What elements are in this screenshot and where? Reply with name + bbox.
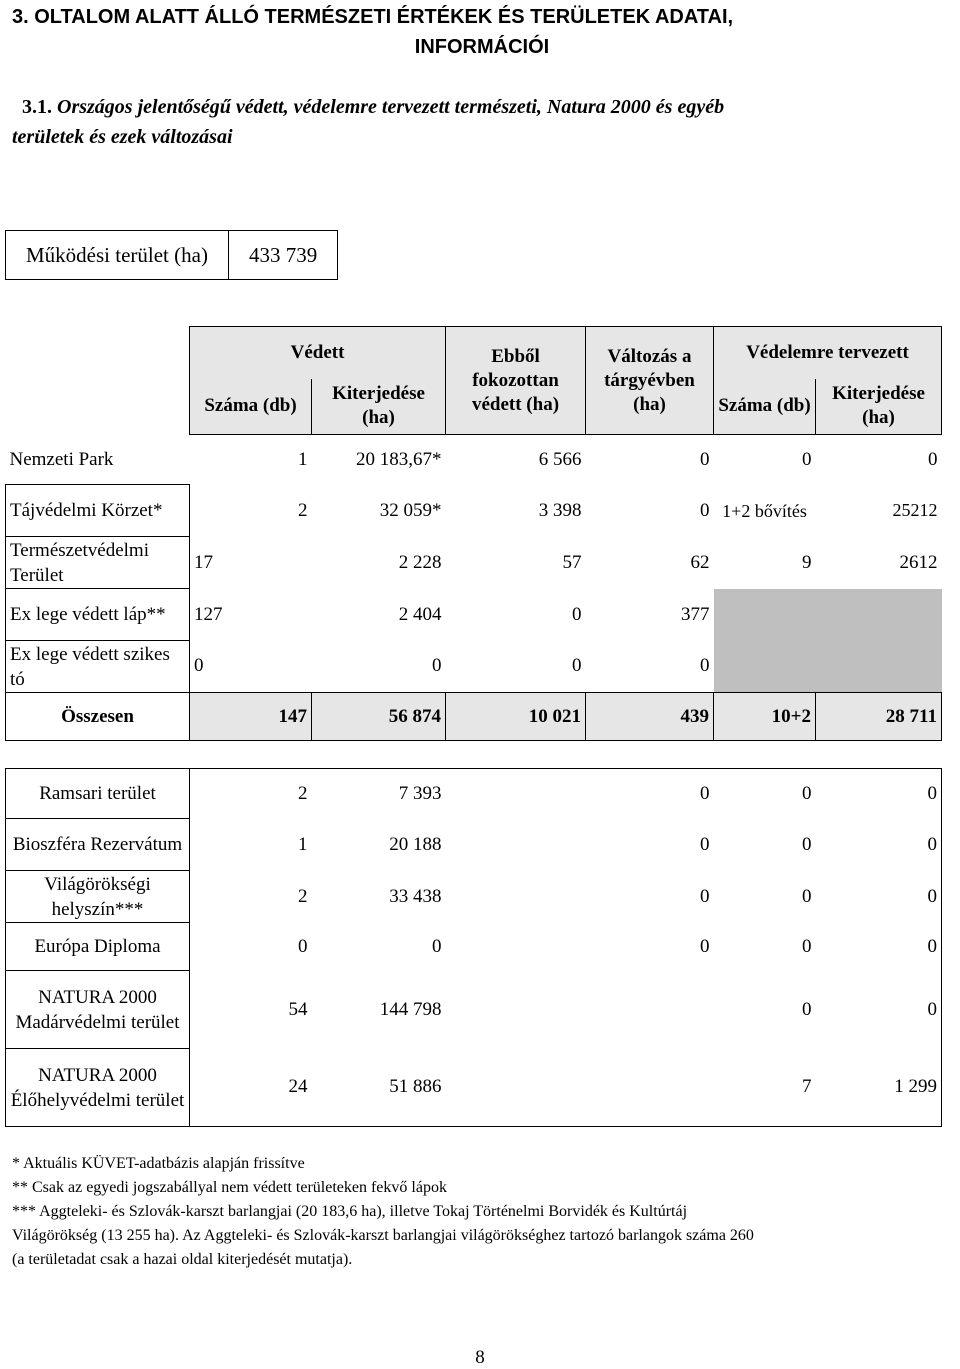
footnote-3-line2: Világörökség (13 255 ha). Az Aggteleki- és Szlovák-karszt barlangjai világörökséghez tartozó barlangok száma 260 bbox=[12, 1227, 754, 1244]
cell-empty bbox=[446, 819, 586, 871]
cell-c1: 54 bbox=[288, 998, 308, 1020]
total-label: Összesen bbox=[6, 693, 190, 741]
total-valtozas: 439 bbox=[586, 693, 714, 741]
row-label: Nemzeti Park bbox=[9, 448, 114, 470]
table-row bbox=[6, 971, 942, 1049]
total-szama: 147 bbox=[190, 693, 312, 741]
cell-c1: 1 bbox=[298, 833, 308, 855]
total-kiterjedese: 56 874 bbox=[312, 693, 446, 741]
cell-c1: 0 bbox=[298, 935, 308, 957]
cell-c5: 0 bbox=[927, 833, 937, 855]
header-kiterjedese-tervezett: Kiterjedése (ha) bbox=[816, 379, 942, 435]
cell-c5: 0 bbox=[927, 998, 937, 1020]
protected-areas-table bbox=[5, 326, 942, 741]
header-empty bbox=[6, 327, 190, 435]
header-vedett: Védett bbox=[190, 327, 446, 379]
cell-valtozas: 0 bbox=[700, 655, 710, 677]
section-heading-line2: INFORMÁCIÓI bbox=[414, 36, 550, 58]
section-heading-line1: 3. OLTALOM ALATT ÁLLÓ TERMÉSZETI ÉRTÉKEK ÉS TERÜLETEK ADATAI, bbox=[12, 6, 734, 28]
row-label: Tájvédelmi Körzet* bbox=[6, 485, 190, 537]
cell-c5: 0 bbox=[927, 885, 937, 907]
header-ebbol: Ebből fokozottan védett (ha) bbox=[446, 327, 586, 435]
table-row bbox=[6, 923, 942, 971]
cell-kiterjedese: 20 183,67* bbox=[356, 448, 442, 470]
cell-c4: 0 bbox=[802, 833, 812, 855]
cell-c4: 0 bbox=[802, 782, 812, 804]
operating-area-label: Működési terület (ha) bbox=[6, 231, 229, 280]
header-kiterjedese: Kiterjedése (ha) bbox=[312, 379, 446, 435]
row-label: NATURA 2000 Élőhelyvédelmi terület bbox=[6, 1049, 190, 1127]
row-label: Ex lege védett szikes tó bbox=[6, 641, 190, 693]
cell-tervezett-kiterjedese: 0 bbox=[928, 448, 938, 470]
cell-kiterjedese: 2 228 bbox=[398, 551, 442, 573]
cell-tervezett-kiterjedese: 25212 bbox=[892, 500, 938, 520]
row-label: Természetvédelmi Terület bbox=[6, 537, 190, 589]
cell-valtozas: 377 bbox=[681, 603, 710, 625]
cell-valtozas: 0 bbox=[700, 448, 710, 470]
footnote-1: * Aktuális KÜVET-adatbázis alapján frissítve bbox=[12, 1155, 305, 1172]
cell-ebbol: 0 bbox=[572, 603, 582, 625]
table-row bbox=[6, 589, 942, 641]
cell-c5: 0 bbox=[927, 782, 937, 804]
cell-c3 bbox=[586, 971, 714, 1049]
header-szama: Száma (db) bbox=[190, 379, 312, 435]
footnote-3-line3: (a területadat csak a hazai oldal kiterjedését mutatja). bbox=[12, 1251, 353, 1268]
table-row bbox=[6, 1049, 942, 1127]
cell-c4: 0 bbox=[802, 885, 812, 907]
row-label: Ex lege védett láp** bbox=[6, 589, 190, 641]
cell-c4: 0 bbox=[802, 935, 812, 957]
cell-c3: 0 bbox=[700, 935, 710, 957]
cell-tervezett-kiterjedese-na bbox=[816, 641, 942, 693]
row-label: Világörökségi helyszín*** bbox=[6, 871, 190, 923]
subsection-heading bbox=[12, 92, 952, 152]
cell-ebbol: 6 566 bbox=[538, 448, 582, 470]
cell-empty bbox=[446, 871, 586, 923]
cell-empty bbox=[446, 1049, 586, 1127]
cell-kiterjedese: 2 404 bbox=[398, 603, 442, 625]
footnotes bbox=[12, 1152, 958, 1272]
cell-tervezett-szama: 1+2 bővítés bbox=[722, 500, 807, 521]
cell-c3: 0 bbox=[700, 782, 710, 804]
header-szama-tervezett: Száma (db) bbox=[714, 379, 816, 435]
table-row bbox=[6, 435, 942, 485]
table-row bbox=[6, 537, 942, 589]
cell-c2: 7 393 bbox=[398, 782, 442, 804]
cell-c2: 33 438 bbox=[389, 885, 442, 907]
cell-tervezett-szama: 0 bbox=[802, 448, 812, 470]
cell-tervezett-szama-na bbox=[714, 641, 816, 693]
cell-kiterjedese: 32 059* bbox=[379, 499, 442, 521]
cell-c1: 2 bbox=[298, 782, 308, 804]
cell-szama: 2 bbox=[298, 499, 308, 521]
cell-ebbol: 3 398 bbox=[538, 499, 582, 521]
cell-empty bbox=[446, 769, 586, 819]
table-row bbox=[6, 819, 942, 871]
cell-tervezett-szama-na bbox=[714, 589, 816, 641]
footnote-3-line1: *** Aggteleki- és Szlovák-karszt barlangjai (20 183,6 ha), illetve Tokaj Történelmi Borvidék és Kultúrtáj bbox=[12, 1203, 688, 1220]
cell-c5: 1 299 bbox=[894, 1076, 937, 1098]
row-label: Ramsari terület bbox=[6, 769, 190, 819]
table-row bbox=[6, 871, 942, 923]
cell-valtozas: 62 bbox=[690, 551, 710, 573]
cell-c3 bbox=[586, 1049, 714, 1127]
cell-c4: 0 bbox=[802, 998, 812, 1020]
operating-area-table bbox=[5, 230, 338, 280]
operating-area-value: 433 739 bbox=[228, 231, 337, 280]
total-ebbol: 10 021 bbox=[446, 693, 586, 741]
table-row bbox=[6, 641, 942, 693]
section-heading bbox=[12, 2, 952, 62]
row-label: Európa Diploma bbox=[6, 923, 190, 971]
cell-ebbol: 0 bbox=[572, 655, 582, 677]
cell-kiterjedese: 0 bbox=[432, 655, 442, 677]
row-label: Bioszféra Rezervátum bbox=[6, 819, 190, 871]
cell-valtozas: 0 bbox=[700, 499, 710, 521]
subsection-number: 3.1. bbox=[22, 96, 52, 118]
cell-tervezett-kiterjedese-na bbox=[816, 589, 942, 641]
cell-tervezett-kiterjedese: 2612 bbox=[899, 551, 938, 573]
total-tervezett-kiterjedese: 28 711 bbox=[816, 693, 942, 741]
cell-szama: 0 bbox=[194, 655, 204, 677]
cell-c2: 144 798 bbox=[379, 998, 442, 1020]
total-row bbox=[6, 693, 942, 741]
cell-szama: 127 bbox=[194, 603, 223, 625]
cell-c1: 2 bbox=[298, 885, 308, 907]
header-vedelemre: Védelemre tervezett bbox=[714, 327, 942, 379]
page-number: 8 bbox=[475, 1347, 485, 1368]
cell-c2: 51 886 bbox=[389, 1076, 442, 1098]
row-label: NATURA 2000 Madárvédelmi terület bbox=[6, 971, 190, 1049]
cell-c3: 0 bbox=[700, 885, 710, 907]
cell-ebbol: 57 bbox=[562, 551, 582, 573]
cell-empty bbox=[446, 923, 586, 971]
cell-tervezett-szama: 9 bbox=[802, 551, 812, 573]
other-areas-table bbox=[5, 768, 942, 1127]
cell-c5: 0 bbox=[927, 935, 937, 957]
cell-c4: 7 bbox=[802, 1076, 812, 1098]
cell-c2: 20 188 bbox=[389, 833, 442, 855]
table-row bbox=[6, 485, 942, 537]
footnote-2: ** Csak az egyedi jogszabállyal nem védett területeken fekvő lápok bbox=[12, 1179, 447, 1196]
total-tervezett-szama: 10+2 bbox=[714, 693, 816, 741]
cell-c1: 24 bbox=[288, 1076, 308, 1098]
subsection-heading-line1: Országos jelentőségű védett, védelemre tervezett természeti, Natura 2000 és egyéb bbox=[57, 96, 725, 118]
cell-c3: 0 bbox=[700, 833, 710, 855]
cell-szama: 17 bbox=[194, 551, 213, 573]
cell-empty bbox=[446, 971, 586, 1049]
cell-c2: 0 bbox=[432, 935, 442, 957]
table-row bbox=[6, 769, 942, 819]
subsection-heading-line2: területek és ezek változásai bbox=[12, 126, 233, 148]
cell-szama: 1 bbox=[298, 448, 308, 470]
header-valtozas: Változás a tárgyévben (ha) bbox=[586, 327, 714, 435]
